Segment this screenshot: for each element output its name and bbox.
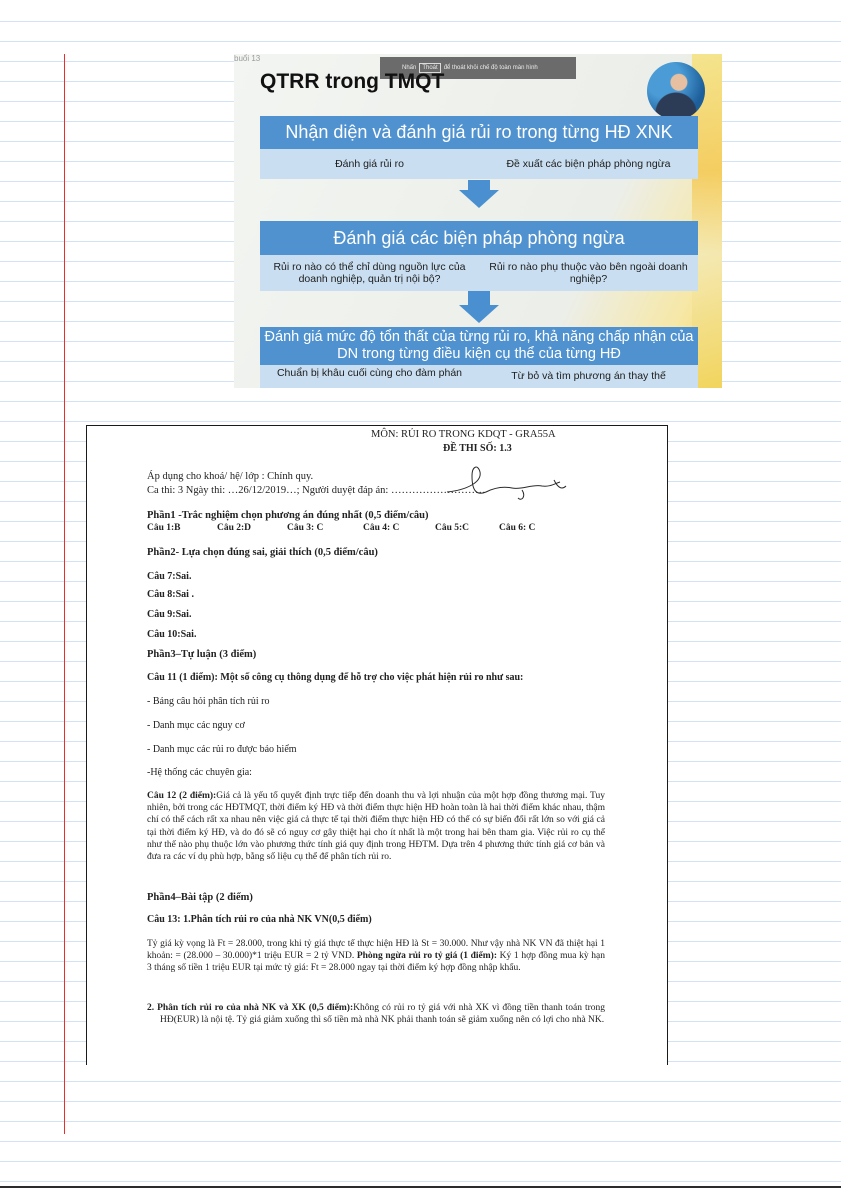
exam-answer-document	[86, 425, 668, 1065]
answer-q6: Câu 6: C	[499, 523, 536, 533]
answer-q1: Câu 1:B	[147, 523, 181, 533]
exam-number: ĐỀ THI SỐ: 1.3	[443, 443, 512, 454]
q11-heading: Câu 11 (1 điểm): Một số công cụ thông dụng để hỗ trợ cho việc phát hiện rủi ro như sau:	[147, 672, 524, 683]
step-3-heading: Đánh giá mức độ tổn thất của từng rủi ro, khả năng chấp nhận của DN trong từng điều kiện cụ thể của từng HĐ	[260, 327, 698, 365]
step-2-left: Rủi ro nào có thể chỉ dùng nguồn lực của doanh nghiệp, quản trị nội bộ?	[273, 261, 466, 285]
step-1-right: Đề xuất các biện pháp phòng ngừa	[506, 158, 671, 170]
answer-q2: Câu 2:D	[217, 523, 252, 533]
q13-p1-text: Tỷ giá kỳ vọng là Ft = 28.000, trong khi tỷ giá thực tế thực hiện HĐ là St = 30.000. Như vậy nhà NK VN đã thiệt hại 1 khoản: = (28.000 – 30.000)*1 triệu EUR = 2 tỷ VND.	[147, 939, 605, 962]
part-3-heading: Phần3–Tự luận (3 điểm)	[147, 649, 257, 660]
part-4-heading: Phần4–Bài tập (2 điểm)	[147, 892, 253, 903]
step-1-left: Đánh giá rủi ro	[335, 158, 404, 170]
page-bottom-edge	[0, 1186, 841, 1188]
down-arrow-icon	[459, 305, 499, 323]
q13-heading: Câu 13: 1.Phân tích rủi ro của nhà NK VN(0,5 điểm)	[147, 914, 372, 925]
step-1-heading: Nhận diện và đánh giá rủi ro trong từng HĐ XNK	[260, 116, 698, 149]
step-2-heading: Đánh giá các biện pháp phòng ngừa	[260, 221, 698, 255]
q13-part-2	[147, 1002, 606, 1026]
down-arrow-stem	[468, 291, 490, 305]
tool-item: - Bảng câu hỏi phân tích rủi ro	[147, 696, 270, 707]
q13-part-1	[147, 938, 605, 975]
part-1-heading: Phần1 -Trắc nghiệm chọn phương án đúng nhất (0,5 điểm/câu)	[147, 510, 429, 521]
answer-q5: Câu 5:C	[435, 523, 470, 533]
exam-shift-line: Ca thi: 3 Ngày thi: …26/12/2019…; Người duyệt đáp án: ………………………	[147, 485, 486, 496]
q13-p1-bold: Phòng ngừa rủi ro tỷ giá (1 điểm):	[356, 951, 498, 962]
signature	[442, 462, 572, 504]
slide-title: QTRR trong TMQT	[260, 70, 445, 93]
tool-item: - Danh mục các nguy cơ	[147, 720, 245, 731]
down-arrow-icon	[459, 190, 499, 208]
exit-key[interactable]: Thoát	[419, 63, 440, 73]
step-3-left: Chuẩn bị khâu cuối cùng cho đàm phán	[276, 367, 463, 379]
step-2-right: Rủi ro nào phụ thuộc vào bên ngoài doanh nghiệp?	[489, 261, 688, 285]
tooltip-pre: Nhấn	[402, 65, 417, 71]
answer-q9: Câu 9:Sai.	[147, 609, 192, 620]
notebook-margin-line	[64, 54, 65, 1134]
lecture-slide	[234, 54, 722, 388]
step-2-details	[260, 255, 698, 291]
step-3-right: Từ bỏ và tìm phương án thay thế	[511, 370, 666, 382]
down-arrow-stem	[468, 180, 490, 190]
q12-answer	[147, 790, 605, 863]
q12-text: Giá cả là yếu tố quyết định trực tiếp đến doanh thu và lợi nhuận của một hợp đồng thương mại. Tuy nhiên, bởi trong các HĐTMQT, thời điểm ký HĐ và thời điểm thực hiện HĐ hoàn toàn là hai thời điểm khác nhau, thậm chí có thể cách rất xa nhau nên việc giá cả thực tế tại thời điểm thực hiện HĐ có thể có sự biến đổi rất lớn so với giá cả tại thời điểm ký HĐ, và do đó sẽ có nguy cơ gây thiệt hại cho ít nhất là một trong hai bên tham gia. Việc rủi ro cụ thể như thế nào phụ thuộc lớn vào phương thức tính giá quy định trong HĐTM. Dựa trên 4 phương thức tính giá cơ bản và đưa ra các ví dụ phù hợp, bằng số liệu cụ thể để phân tích rủi ro.	[147, 791, 605, 863]
answer-q3: Câu 3: C	[287, 523, 324, 533]
tool-item: -Hệ thống các chuyên gia:	[147, 767, 252, 778]
q13-p1-rest: Ký 1 hợp đồng mua kỳ hạn 3 tháng số tiền 1 triệu EUR tại mức tỷ giá: Ft = 28.000 ngay tại thời điểm ký hợp đồng nhập khẩu.	[147, 951, 605, 974]
apply-line: Áp dụng cho khoá/ hệ/ lớp : Chính quy.	[147, 471, 314, 482]
answer-q4: Câu 4: C	[363, 523, 400, 533]
subject-header: MÔN: RỦI RO TRONG KDQT - GRA55A	[371, 429, 556, 440]
tooltip-post: để thoát khỏi chế độ toàn màn hình	[443, 65, 538, 71]
q12-label: Câu 12 (2 điểm):	[147, 791, 217, 801]
tool-item: - Danh mục các rủi ro được bảo hiểm	[147, 744, 297, 755]
answer-q10: Câu 10:Sai.	[147, 629, 197, 640]
q13-p2-bold: 2. Phân tích rủi ro của nhà NK và XK (0,5 điểm):	[147, 1003, 354, 1013]
step-3-details	[260, 365, 698, 388]
part-2-heading: Phần2- Lựa chọn đúng sai, giải thích (0,5 điểm/câu)	[147, 547, 378, 558]
q13-p2-text: Không có rủi ro tỷ giá với nhà XK vì đồng tiền thanh toán trong HĐ(EUR) là nội tệ. Tỷ giá giảm xuống thì số tiền mà nhà NK phải thanh toán sẽ giảm xuống nên có lợi cho nhà NK.	[160, 1003, 606, 1026]
presenter-avatar	[647, 62, 705, 120]
step-1-details	[260, 149, 698, 179]
answer-q7: Câu 7:Sai.	[147, 571, 192, 582]
answer-q8: Câu 8:Sai .	[147, 589, 194, 600]
slide-top-label: buổi 13	[234, 54, 261, 63]
